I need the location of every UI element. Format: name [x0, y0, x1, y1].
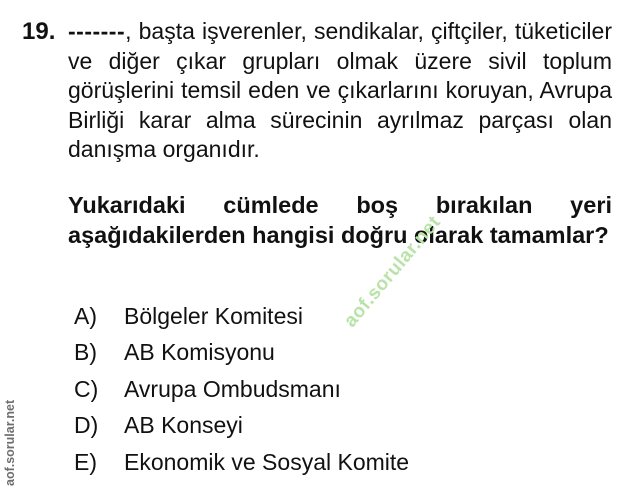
watermark-center: aof.sorular.net: [340, 211, 446, 332]
option-c[interactable]: [74, 371, 409, 408]
question-prompt: Yukarıdaki cümlede boş bırakılan yeri aşağıdakilerden hangisi doğru olarak tamamlar?: [68, 192, 612, 248]
option-letter: D): [74, 412, 99, 439]
option-text: AB Konseyi: [124, 412, 243, 439]
stem-text: , başta işverenler, sendikalar, çiftçiler, tüketiciler ve diğer çıkar grupları olmak üzere sivil toplum görüşlerini temsil eden ve çıkarlarını koruyan, Avrupa Birliği karar alma sürecinin ayrılmaz parçası olan danışma organıdır.: [68, 18, 612, 162]
option-letter: E): [74, 448, 97, 475]
option-text: AB Komisyonu: [124, 339, 275, 366]
option-text: Bölgeler Komitesi: [124, 302, 303, 329]
option-letter: C): [74, 375, 99, 402]
option-text: Ekonomik ve Sosyal Komite: [124, 448, 410, 475]
option-b[interactable]: [74, 335, 409, 372]
question-stem: [68, 17, 612, 165]
option-text: Avrupa Ombudsmanı: [124, 375, 341, 402]
option-letter: B): [74, 339, 97, 366]
watermark-side: aof.sorular.net: [3, 399, 17, 486]
question-number: 19.: [22, 18, 56, 45]
option-letter: A): [74, 302, 97, 329]
option-d[interactable]: [74, 408, 409, 445]
blank-placeholder: -------: [68, 18, 126, 44]
option-e[interactable]: [74, 444, 409, 481]
